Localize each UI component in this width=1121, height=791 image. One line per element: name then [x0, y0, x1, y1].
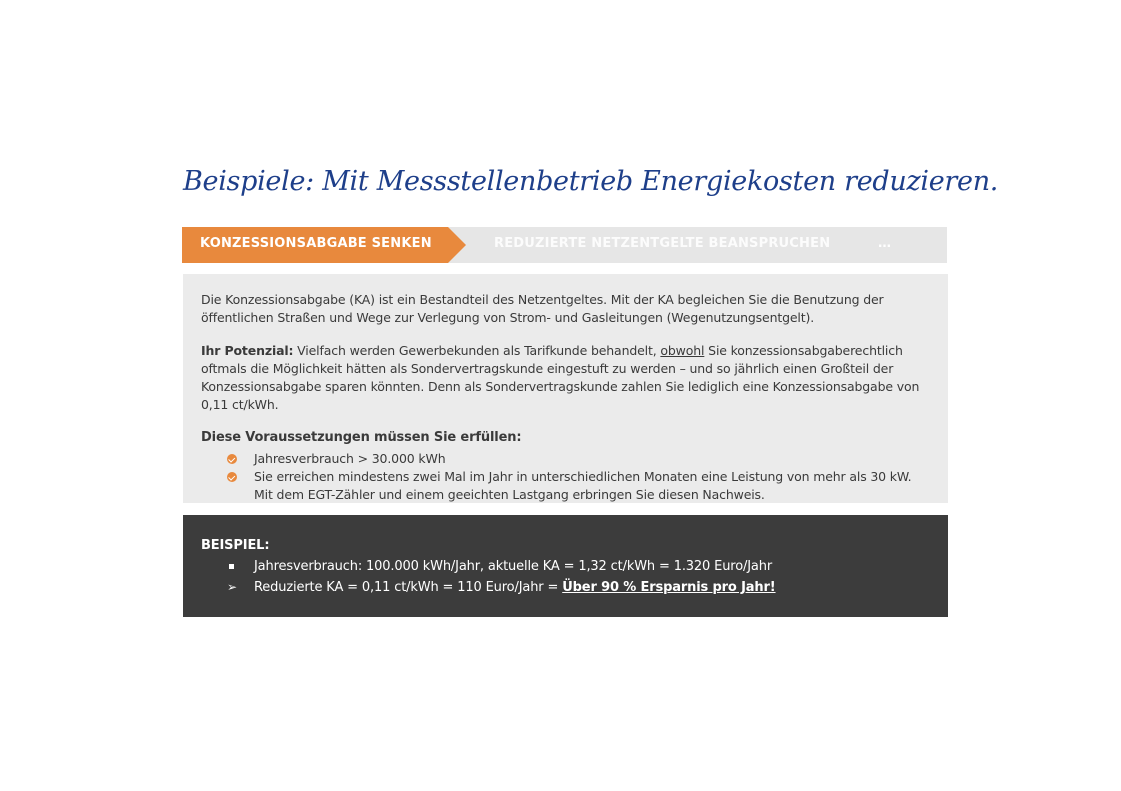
savings-highlight: Über 90 % Ersparnis pro Jahr!	[562, 580, 776, 595]
example-item	[227, 577, 936, 598]
potential-text-before: Vielfach werden Gewerbekunden als Tarifkunde behandelt,	[293, 343, 661, 358]
example-list	[201, 556, 936, 598]
page-title: Beispiele: Mit Messstellenbetrieb Energiekosten reduzieren.	[183, 166, 999, 197]
square-bullet-icon	[229, 564, 234, 569]
requirements-heading: Diese Voraussetzungen müssen Sie erfüllen:	[201, 430, 522, 445]
requirements-list	[201, 450, 936, 504]
potential-text-after: Sie konzessionsabgaberechtlich oftmals die Möglichkeit hätten als Sondervertragskunde eingestuft zu werden – und so jährlich einen Großteil der Konzessionsabgabe sparen könnten. Denn als Sondervertragskunde zahlen Sie lediglich eine Konzessionsabgabe von 0,11 ct/kWh.	[201, 343, 920, 412]
example-line-current: Jahresverbrauch: 100.000 kWh/Jahr, aktuelle KA = 1,32 ct/kWh = 1.320 Euro/Jahr	[254, 559, 773, 574]
check-circle-icon	[227, 454, 237, 464]
process-steps	[182, 227, 947, 263]
requirement-text: Jahresverbrauch > 30.000 kWh	[254, 451, 446, 466]
example-box	[183, 515, 948, 617]
step-label-more: …	[878, 236, 892, 251]
potential-paragraph	[201, 342, 936, 414]
check-circle-icon	[227, 472, 237, 482]
potential-emphasis: obwohl	[660, 343, 705, 358]
requirement-item	[227, 468, 936, 504]
potential-label: Ihr Potenzial:	[201, 343, 294, 358]
requirement-text: Sie erreichen mindestens zwei Mal im Jahr in unterschiedlichen Monaten eine Leistung von mehr als 30 kW.	[254, 469, 912, 484]
example-line-reduced: Reduzierte KA = 0,11 ct/kWh = 110 Euro/Jahr =	[254, 580, 563, 595]
step-label-netzentgelte: REDUZIERTE NETZENTGELTE BEANSPRUCHEN	[494, 236, 831, 251]
requirement-note: Mit dem EGT-Zähler und einem geeichten Lastgang erbringen Sie diesen Nachweis.	[254, 487, 765, 502]
step-label-konzessionsabgabe: KONZESSIONSABGABE SENKEN	[200, 236, 432, 251]
intro-paragraph: Die Konzessionsabgabe (KA) ist ein Bestandteil des Netzentgeltes. Mit der KA begleichen Sie die Benutzung der öffentlichen Straßen und Wege zur Verlegung von Strom- und Gasleitungen (Wegenutzungsentgelt).	[201, 292, 884, 325]
requirement-item	[227, 450, 936, 468]
arrow-bullet-icon: ➢	[227, 580, 237, 594]
info-box	[183, 274, 948, 503]
example-heading: BEISPIEL:	[201, 538, 270, 553]
example-item	[227, 556, 936, 577]
